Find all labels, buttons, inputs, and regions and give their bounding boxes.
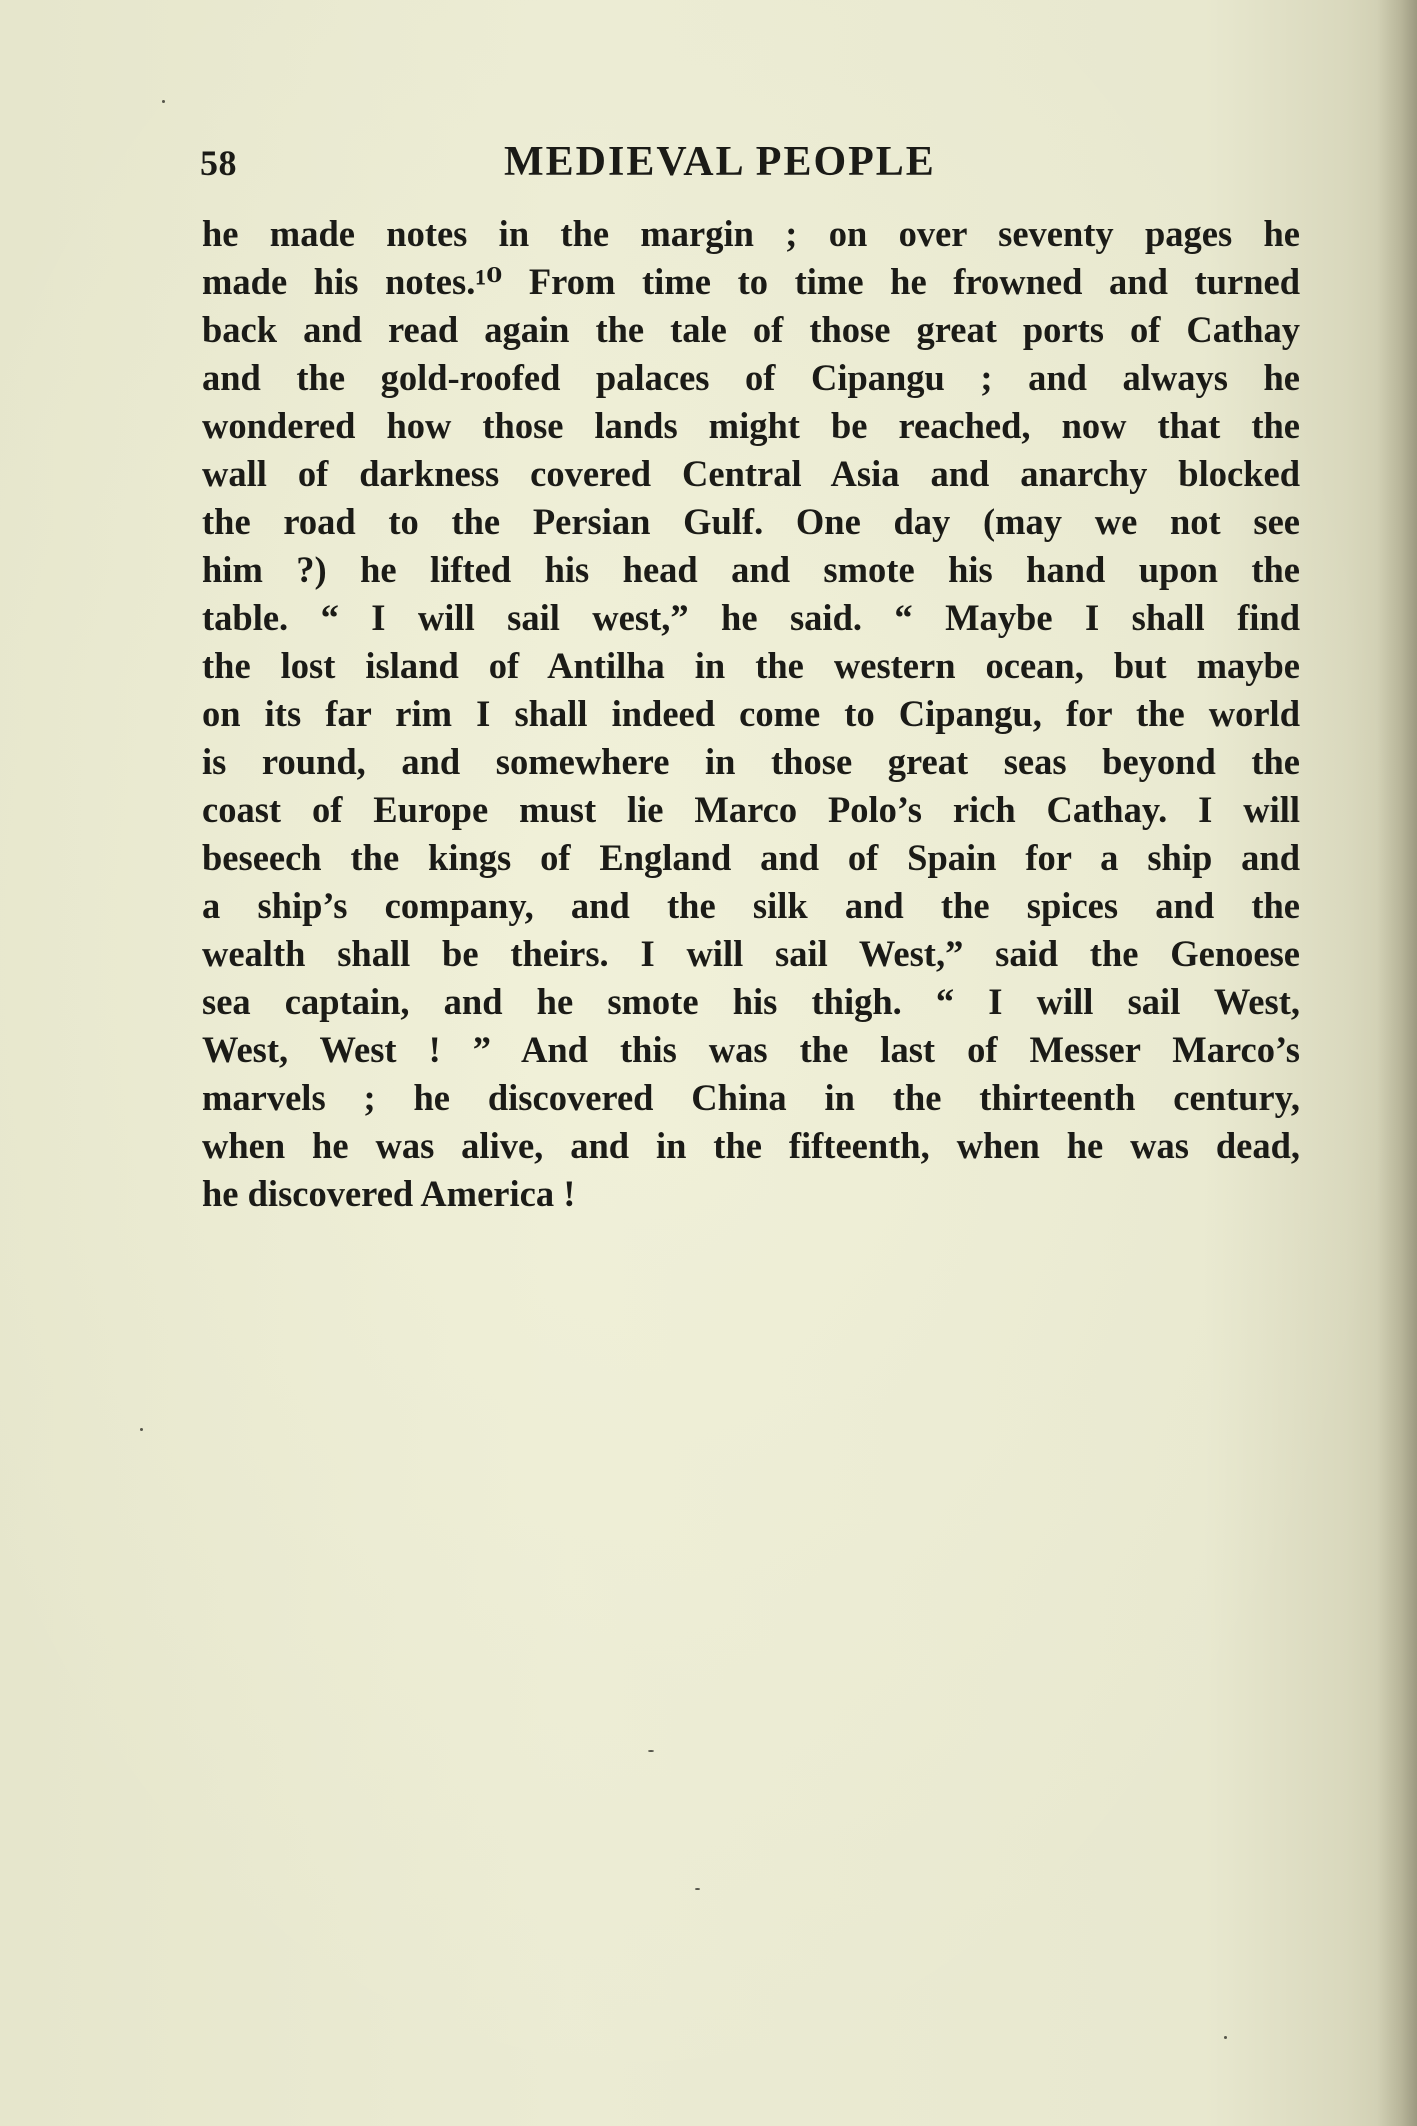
body-paragraph [202,210,1300,1218]
text-line: made his notes.¹⁰ From time to time he frowned and turned [202,261,1300,302]
text-line: and the gold-roofed palaces of Cipangu ; and always he [202,357,1300,398]
text-line: a ship’s company, and the silk and the spices and the [202,885,1300,926]
text-line: he made notes in the margin ; on over seventy pages he [202,213,1300,254]
paper-speck [162,100,165,103]
page-edge-shadow [1377,0,1417,2126]
text-line: West, West ! ” And this was the last of Messer Marco’s [202,1029,1300,1070]
text-line: when he was alive, and in the fifteenth, when he was dead, [202,1125,1300,1166]
text-line: back and read again the tale of those great ports of Cathay [202,309,1300,350]
paper-speck [648,1750,654,1752]
text-line: is round, and somewhere in those great seas beyond the [202,741,1300,782]
text-line: beseech the kings of England and of Spain for a ship and [202,837,1300,878]
text-line: he discovered America ! [202,1173,576,1214]
text-line: marvels ; he discovered China in the thirteenth century, [202,1077,1300,1118]
running-title: MEDIEVAL PEOPLE [504,139,936,185]
text-line: the lost island of Antilha in the western ocean, but maybe [202,645,1300,686]
page-number: 58 [200,143,237,183]
text-line: on its far rim I shall indeed come to Cipangu, for the world [202,693,1300,734]
text-line: table. “ I will sail west,” he said. “ Maybe I shall find [202,597,1300,638]
text-line: coast of Europe must lie Marco Polo’s rich Cathay. I will [202,789,1300,830]
text-line: the road to the Persian Gulf. One day (may we not see [202,501,1300,542]
paper-speck [140,1428,143,1431]
text-line: him ?) he lifted his head and smote his hand upon the [202,549,1300,590]
text-line: wondered how those lands might be reached, now that the [202,405,1300,446]
text-line: sea captain, and he smote his thigh. “ I will sail West, [202,981,1300,1022]
running-head [200,138,1300,198]
paper-speck [695,1888,700,1890]
text-line: wall of darkness covered Central Asia and anarchy blocked [202,453,1300,494]
paper-speck [1224,2036,1227,2039]
text-line: wealth shall be theirs. I will sail West,” said the Genoese [202,933,1300,974]
